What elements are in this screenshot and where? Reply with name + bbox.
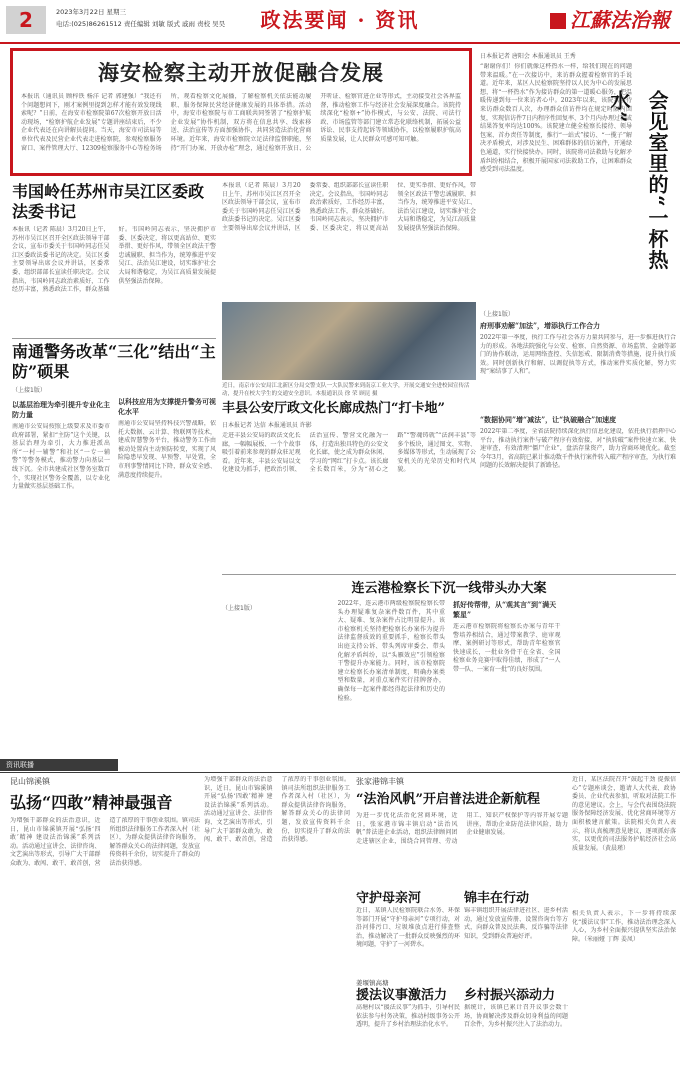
- story1-cont-body: 本报讯（记者 陈晨）3月20日上午，苏州市吴江区召开全区政法领导干部会议，宣布市委关于韦国岭同志任吴江区委政法委书记的决定。吴江区委主要领导出席会议并讲话，区委常委、组织部部长宣读任职决定。会议指出，韦国岭同志政治素质好，工作经历丰富，熟悉政法工作，群众基础好。韦国岭同志表示，坚决拥护市委、区委决定，将以更高站位、更实举措、更好作风，带领全区政法干警忠诚履职、担当作为，统筹推进平安吴江、法治吴江建设，切实维护社会大局和谐稳定，为吴江高质量发展提供坚强法治保障。: [222, 182, 476, 232]
- brief-b4-body: 据统计，该镇已累计召开议事会数十场，协商解决涉及群众切身利益的问题百余件，为乡村振兴注入了法治动力。: [464, 1004, 568, 1029]
- right-mid-subhead: 府刑事劝解“加法”，增添执行工作合力: [480, 321, 601, 330]
- brief-mid-title: “法治风帆”开启普法进企新航程: [356, 792, 540, 807]
- page-header: [0, 0, 680, 44]
- brief-b1-body: 近日，某镇人民检察院联合水务、环保等部门开展“守护母亲河”专项行动，对沿河排污口、垃圾堆放点进行排查整治，推动解决了一批群众反映强烈的环境问题，守护了一河碧水。: [356, 907, 460, 949]
- lead-article: [10, 48, 472, 176]
- brief-b3-label: 姜堰镇高塘: [356, 979, 389, 987]
- brief-rural: [464, 978, 568, 1066]
- brief-river: [356, 890, 460, 974]
- page-number: 2: [6, 6, 46, 34]
- right-top-body: “谢谢你们！你们就像这杯热水一样，给我们现在的问题带来温暖。”在一次接访中，来访群众握着检察官的手说道。近年来，某区人民检察院坚持以人民为中心的发展思想，将“一杯热水”作为接访群众的第一道暖心服务，把温暖传递到每一位来访者心中。2023年以来，该院共接待来访群众数百人次，办理群众信访件均在规定时限内回复，实现信访件7日内程序性回复率、3个月内办理过程或结果答复率均达100%。该院建立健全检察长接待、领导包案、首办责任等制度，推行“一站式”接访、“一揽子”解决矛盾模式，对涉及民生、困难群体的信访案件，开通绿色通道，实行快接快办。同时，该院将司法救助与化解矛盾纠纷相结合，积极开展国家司法救助工作，让困难群众感受到司法温度。: [480, 63, 632, 174]
- vertical-headline: 会见室里的“一杯热水”: [607, 90, 669, 271]
- brief-b3-body: 高塘村以“援法议事”为抓手，引导村民依法参与村务决策，推动村级事务公开透明，提升了乡村治理法治化水平。: [356, 1004, 460, 1029]
- brief-mid-body: 为进一步优化法治化营商环境，近日，张家港市锦丰镇启动“法治风帆”普法进企业活动，组织法律顾问团走进辖区企业，围绕合同管理、劳动用工、知识产权保护等内容开展专题讲座，帮助企业防范法律风险，助力企业健康发展。: [356, 812, 568, 845]
- divider: [222, 574, 676, 575]
- story3-byline: 日本报记者 达信 本报通讯员 许影: [222, 422, 312, 429]
- brief-jinfeng-action: [464, 890, 568, 974]
- story3-title: 丰县公安厅政文化长廊成热门“打卡地”: [222, 401, 445, 416]
- logo-mark-icon: [550, 13, 566, 29]
- news-brief-rule: [0, 772, 680, 773]
- story-wu-jiang: [12, 182, 216, 334]
- story2-body-2: 南通市公安局坚持科技兴警战略，依托大数据、云计算、物联网等技术，建成智慧警务平台，推动警务工作由被动处置向主动预防转变，实现了风险隐患早发现、早预警、早处置，全市刑事警情同比下降，群众安全感、满意度持续提升。: [118, 420, 216, 479]
- lead-body: 本报讯（通讯员 顾梓铁 杨洋 记者 郭建强）“我还有个问题想问下，刚才案例里提到怎样才能有效发现线索呢？”日前，在海安市检察院第67次检察开放日活动现场，“检察护航企业发展”专题讲座结束后，不少企业代表还在向讲解员提问。当天，海安市司法局等单位代表及民营企业代表走进检察院，参观检察服务窗口、案件管理大厅、12309检察服务中心等检务场所，观看检察文化展播，了解检察机关依法能动履职、服务保障民营经济健康发展的具体举措。活动中，海安市检察院与市工商联共同签署了“检察护航企业发展”协作机制，双方将在信息共享、线索移送、法治宣传等方面加强协作，共同营造法治化营商环境。近年来，海安市检察院立足法律监督职能，坚持“开门办案、开放办检”理念，通过检察开放日、公开听证、检察官进企业等形式，主动接受社会各界监督，推动检察工作与经济社会发展深度融合。该院持续深化“检察+”协作模式，与公安、法院、司法行政、市场监管等部门建立常态化联络机制，拓展公益诉讼、民事支持起诉等领域协作，以检察履职护航高质量发展，让人民群众可感可知可触。: [21, 93, 461, 152]
- news-brief-bar: 资讯联播: [0, 759, 118, 771]
- story4-subhead: 抓好传帮带，从“观其言”到“满天繁星”: [453, 600, 557, 619]
- brief-b4-title: 乡村振兴添动力: [464, 988, 556, 1003]
- story2-body-1: 南通市公安局按照上级要求及市委市政府部署，紧扣“主防”这个关键，以基层治理为牵引，大力推进派出所“一村一辅警”和社区“一专一辅警”等警务模式，推动警力向基层一线下沉。全市共建成社区警务室数百个，实现社区警务全覆盖，以专业化力量做实基层基础工作。: [12, 423, 110, 491]
- brief-cont-body: 为增强干部群众的法治意识，近日，昆山市锦溪镇开展“弘扬‘四敢’精神 建设法治锦溪”系列活动。活动通过宣讲会、法律咨询、文艺演出等形式，引导广大干部群众敢为、敢闯、敢干、敢首创，营造了浓厚的干事创业氛围。镇司法所组织法律服务工作者深入村（社区），为群众提供法律咨询服务，解答群众关心的法律问题，发放宣传资料千余份，切实提升了群众的法治获得感。: [204, 776, 350, 844]
- brief-right-bottom: [572, 910, 676, 1066]
- brief-right-bottom-body: 相关负责人表示，下一步将持续深化“援法议事”工作，推动法治理念深入人心，为乡村全面振兴提供坚实法治保障。（米丽娅 丁辉 姜凤）: [572, 910, 676, 943]
- right-mid-label: （上接1版）: [480, 311, 514, 318]
- newspaper-logo: [550, 4, 670, 33]
- brief-gaotang: [356, 978, 460, 1066]
- story1-body: 本报讯（记者 陈晨）3月20日上午，苏州市吴江区召开全区政法领导干部会议，宣布市委关于韦国岭同志任吴江区委政法委书记的决定。吴江区委主要领导出席会议并讲话，区委常委、组织部部长宣读任职决定。会议指出，韦国岭同志政治素质好，工作经历丰富，熟悉政法工作，群众基础好。韦国岭同志表示，坚决拥护市委、区委决定，将以更高站位、更实举措、更好作风，带领全区政法干警忠诚履职、担当作为，统筹推进平安吴江、法治吴江建设，切实维护社会大局和谐稳定，为吴江高质量发展提供坚强法治保障。: [12, 226, 216, 294]
- brief-left-body: 为增强干部群众的法治意识，近日，昆山市锦溪镇开展“弘扬‘四敢’精神 建设法治锦溪”系列活动。活动通过宣讲会、法律咨询、文艺演出等形式，引导广大干部群众敢为、敢闯、敢干、敢首创，营造了浓厚的干事创业氛围。镇司法所组织法律服务工作者深入村（社区），为群众提供法律咨询服务，解答群众关心的法律问题，发放宣传资料千余份，切实提升了群众的法治获得感。: [10, 817, 200, 867]
- brief-continued: [204, 776, 350, 1066]
- logo-text: 江蘇法治報: [570, 8, 670, 32]
- issue-date: 2023年3月22日 星期三: [56, 8, 127, 16]
- story2-subhead-1: 以基层治理为牵引提升专业化主防力量: [12, 400, 110, 419]
- right-top-byline: 日本报记者 唐阳会 本报通讯员 王秀: [480, 53, 576, 60]
- story2-title: 南通警务改革“三化”结出“主防”硕果: [12, 342, 216, 381]
- brief-right-body: 近日，某区法院召开“鼓起干劲 提振信心”专题座谈会，邀请人大代表、政协委员、企业代表参加，听取对法院工作的意见建议。会上，与会代表围绕法院服务保障经济发展、优化营商环境等方面积极建言献策。法院相关负责人表示，将认真梳理意见建议，逐项抓好落实，以更优的司法服务护航经济社会高质量发展。（黄晨瑾）: [572, 776, 676, 852]
- story4-columns: [222, 600, 676, 752]
- news-photo: [222, 302, 476, 380]
- brief-left-label: 昆山锦溪镇: [10, 777, 50, 786]
- right-top-article: [480, 48, 632, 302]
- photo-caption: 近日，南京市公安局江北新区分局交警支队一大队民警来到南京工业大学，开展交通安全进校园宣传活动，提升在校大学生的交通安全意识。本报通讯员 徐 荣 顾昆 摄: [222, 383, 470, 397]
- brief-jinfeng: [356, 776, 568, 886]
- right-mid-article: [480, 306, 676, 591]
- brief-b3-title: 援法议事激活力: [356, 988, 448, 1003]
- brief-b2-body: 锦丰镇组织开展法律进社区、进乡村活动，通过发放宣传册、设置咨询台等方式，向群众普及民法典、反诈骗等法律知识，受到群众普遍好评。: [464, 907, 568, 940]
- story2-label: （上接1版）: [12, 387, 46, 394]
- story-lianyungang: [222, 580, 676, 756]
- story1-title: 韦国岭任苏州市吴江区委政法委书记: [12, 182, 205, 221]
- story4-label: （上接1版）: [222, 605, 256, 612]
- story-fengxian: [222, 400, 476, 570]
- brief-b1-title: 守护母亲河: [356, 891, 422, 906]
- brief-left-title: 弘扬“四敢”精神最强音: [10, 793, 173, 812]
- editor-line: 电话:(025)86261512 责任编辑 刘敏 版式 戚雨 责校 吴昊: [56, 20, 226, 28]
- brief-kunshan: [10, 776, 200, 1066]
- right-mid-body-2: 2022年第二季度，全省法院持续深化执行信息化建设，依托执行指挥中心平台，推动执行案件与破产程序有效衔接，对“执转破”案件快速立案、快速审查，有效清理“僵尸企业”，盘活存量资产，助力营商环境优化。截至今年3月，省高院已累计推动数千件执行案件转入破产程序审查，为执行难问题的长效解决提供了新路径。: [480, 428, 676, 470]
- brief-b2-title: 锦丰在行动: [464, 891, 530, 906]
- story1-continued: [222, 182, 476, 298]
- lead-title: 海安检察主动开放促融合发展: [98, 60, 384, 85]
- story4-body: 2022年，连云港市两级检察院检察长带头办理疑难复杂案件数百件，其中重大、疑难、复杂案件占比明显提升。该市检察机关坚持把检察长办案作为提升法律监督质效的重要抓手，检察长带头出庭支持公诉、带头列席审委会、带头化解矛盾纠纷，以“头雁效应”引领检察干警提升办案能力。同时，该市检察院建立检察长办案清单制度，明确办案类型和数量，对重点案件实行挂牌督办，确保每一起案件都经得起法律和历史的检验。: [337, 600, 445, 702]
- story4-title: 连云港检察长下沉一线带头办大案: [351, 581, 547, 596]
- section-title: 政法要闻 · 资讯: [260, 8, 420, 32]
- right-mid-body: 2022年第一季度，执行工作与社会各方力量共同参与，进一步推进执行合力的形成。各地法院强化与公安、检察、自然资源、市场监管、金融等部门的协作联动，运用网络查控、失信惩戒、限制消费等措施，提升执行质效。同时创新执行和解、以调促执等方式，推动案件实质化解，努力实现“案结事了人和”。: [480, 334, 676, 376]
- brief-right-col: [572, 776, 676, 906]
- brief-mid-label: 张家港锦丰镇: [356, 777, 404, 786]
- right-mid-subhead-2: “数据协同”增“减法”，让“执破融合”加速度: [480, 415, 617, 424]
- story3-body: 走进丰县公安局的政法文化长廊，一幅幅展板、一个个故事吸引着前来参观的群众驻足观看。近年来，丰县公安局以文化建设为抓手，把政治引领、法治宣传、警营文化融为一体，打造出独具特色的公安文化长廊，使之成为群众休闲、学习的“网红”打卡点。该长廊全长数百米，分为“初心之路”“警魂铸就”“法润丰县”等多个板块，通过图文、实物、多媒体等形式，生动展现了公安机关的光荣历史和时代风貌。: [222, 432, 476, 474]
- story2-subhead-2: 以科技应用为支撑提升警务可视化水平: [118, 397, 216, 416]
- divider: [12, 338, 216, 339]
- story-nantong-police: [12, 342, 216, 754]
- story2-columns: [12, 397, 216, 747]
- story4-body-2: 连云港市检察院将检察长办案与青年干警培养相结合，通过带案教学、庭审观摩、案例研讨等形式，帮助青年检察官快速成长，一批业务骨干在全省、全国检察业务竞赛中取得佳绩，形成了“一人带一队、一案育一批”的良好氛围。: [453, 623, 561, 673]
